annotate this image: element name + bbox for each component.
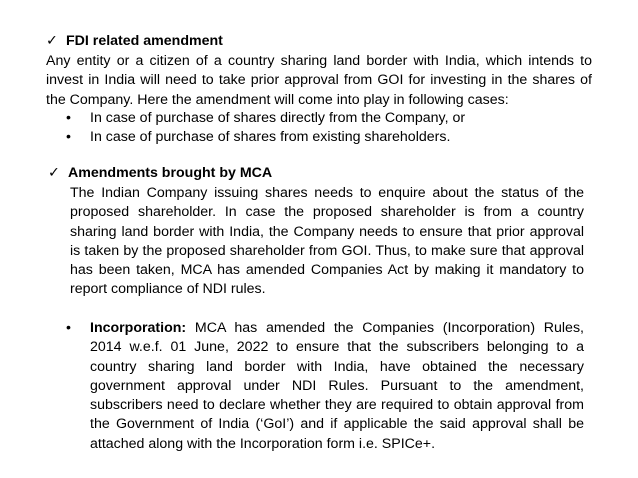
bullet-icon: • [66, 110, 71, 126]
list-item [66, 128, 465, 147]
list-item-text: In case of purchase of shares from existing shareholders. [90, 129, 451, 146]
list-item-text: In case of purchase of shares directly from the Company, or [90, 110, 466, 126]
fdi-heading-text: FDI related amendment [66, 33, 223, 49]
fdi-paragraph: Any entity or a citizen of a country sharing land border with India, which intends to invest in India will need to take prior approval from GOI for investing in the shares of the Company. Here the amendment will come into play in following cases: [46, 53, 592, 108]
mca-heading [48, 164, 272, 183]
bullet-icon: • [66, 320, 71, 336]
mca-heading-text: Amendments brought by MCA [68, 165, 273, 181]
bullet-icon: • [66, 129, 71, 146]
mca-paragraph: The Indian Company issuing shares needs to enquire about the status of the proposed shareholder. In case the proposed shareholder is from a country sharing land border with India, the Company needs to ensure that prior approval is taken by the proposed shareholder from GOI. Thus, to make sure that approval has been taken, MCA has amended Companies Act by making it mandatory to report compliance of NDI rules. [70, 185, 584, 298]
incorporation-label: Incorporation: [90, 320, 187, 336]
fdi-heading [46, 32, 223, 51]
checkmark-icon: ✓ [48, 165, 60, 181]
incorporation-text: MCA has amended the Companies (Incorporation) Rules, 2014 w.e.f. 01 June, 2022 to ensure that the subscribers belonging to a country sharing land border with India, have obtained the necessary government approval under NDI Rules. Pursuant to the amendment, subscribers need to declare whether they are required to obtain approval from the Government of India (‘GoI’) and if applicable the said approval shall be attached along with the Incorporation form i.e. SPICe+. [90, 320, 584, 452]
incorporation-bullet [66, 319, 584, 454]
fdi-cases-list [66, 109, 465, 148]
list-item [66, 109, 465, 128]
checkmark-icon: ✓ [46, 33, 58, 49]
